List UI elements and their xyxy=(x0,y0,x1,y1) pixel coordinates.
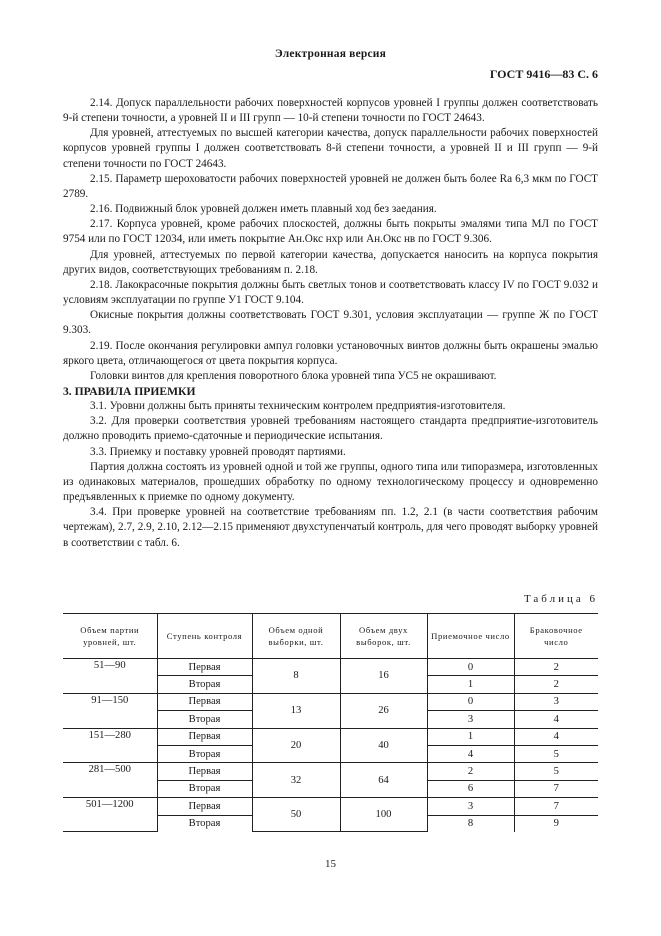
two-samples-cell: 64 xyxy=(340,763,427,798)
stage-cell: Первая xyxy=(157,659,252,676)
table-row xyxy=(63,693,598,710)
column-header: Объем двух выборок, шт. xyxy=(340,614,427,659)
two-samples-cell: 26 xyxy=(340,693,427,728)
stage-cell: Вторая xyxy=(157,745,252,762)
batch-size-cell: 51—90 xyxy=(63,659,157,694)
column-header: Объем одной выборки, шт. xyxy=(252,614,340,659)
batch-size-cell: 501—1200 xyxy=(63,798,157,832)
paragraph: Для уровней, аттестуемых по высшей категории качества, допуск параллельности рабочих поверхностей корпусов уровней группы I должен соответствовать 8-й степени точности, а уровней II и III групп — 9-й степени точности по ГОСТ 24643. xyxy=(63,127,598,170)
reject-number-cell: 3 xyxy=(514,693,598,710)
paragraph-2-18: 2.18. Лакокрасочные покрытия должны быть светлых тонов и соответствовать классу IV по ГОСТ 9.032 и условиям эксплуатации по группе У1 ГОСТ 9.104. xyxy=(63,278,598,307)
paragraph: Окисные покрытия должны соответствовать ГОСТ 9.301, условия эксплуатации — группе Ж по ГОСТ 9.303. xyxy=(63,309,598,337)
paragraph-2-16: 2.16. Подвижный блок уровней должен иметь плавный ход без заедания. xyxy=(90,203,437,216)
table-row xyxy=(63,659,598,676)
section-title: 3. ПРАВИЛА ПРИЕМКИ xyxy=(63,384,196,398)
one-sample-cell: 8 xyxy=(252,659,340,694)
accept-number-cell: 6 xyxy=(427,780,514,797)
accept-number-cell: 8 xyxy=(427,815,514,832)
paragraph: Для уровней, аттестуемых по первой категории качества, допускается наносить на корпуса покрытия других видов, соответствующих требованиям п. 2.18. xyxy=(63,248,598,276)
accept-number-cell: 3 xyxy=(427,798,514,815)
one-sample-cell: 13 xyxy=(252,693,340,728)
column-header: Браковочное число xyxy=(514,614,598,659)
paragraph-3-2: 3.2. Для проверки соответствия уровней требованиям настоящего стандарта предприятие-изготовитель должно проводить приемо-сдаточные и периодические испытания. xyxy=(63,415,598,443)
paragraph-2-15: 2.15. Параметр шероховатости рабочих поверхностей уровней не должен быть более Ra 6,3 мкм по ГОСТ 2789. xyxy=(63,172,598,200)
page-number: 15 xyxy=(325,858,336,870)
reject-number-cell: 4 xyxy=(514,728,598,745)
electronic-version-label: Электронная версия xyxy=(274,48,387,60)
document-body xyxy=(63,96,598,551)
table-row xyxy=(63,798,598,815)
table-row xyxy=(63,763,598,780)
table-row xyxy=(63,728,598,745)
paragraph-3-3: 3.3. Приемку и поставку уровней проводят партиями. xyxy=(90,445,346,458)
accept-number-cell: 0 xyxy=(427,693,514,710)
reject-number-cell: 7 xyxy=(514,780,598,797)
paragraph-2-14: 2.14. Допуск параллельности рабочих поверхностей корпусов уровней I группы должен соответствовать 9-й степени точности, а уровней II и III групп — 10-й степени точности по ГОСТ 24643. xyxy=(63,97,598,125)
stage-cell: Первая xyxy=(157,798,252,815)
paragraph: Головки винтов для крепления поворотного блока уровней типа УС5 не окрашивают. xyxy=(90,369,497,382)
accept-number-cell: 1 xyxy=(427,676,514,693)
stage-cell: Первая xyxy=(157,728,252,745)
paragraph-3-1: 3.1. Уровни должны быть приняты техническим контролем предприятия-изготовителя. xyxy=(90,400,506,413)
reject-number-cell: 5 xyxy=(514,745,598,762)
reject-number-cell: 2 xyxy=(514,676,598,693)
reject-number-cell: 9 xyxy=(514,815,598,832)
column-header: Объем партии уровней, шт. xyxy=(63,614,157,659)
paragraph-2-19: 2.19. После окончания регулировки ампул головки установочных винтов должны быть окрашены эмалью яркого цвета, отличающегося от цвета покрытия корпуса. xyxy=(63,339,598,367)
stage-cell: Вторая xyxy=(157,815,252,832)
reject-number-cell: 5 xyxy=(514,763,598,780)
column-header: Приемочное число xyxy=(427,614,514,659)
paragraph: Партия должна состоять из уровней одной и той же группы, одного типа или типоразмера, изготовленных из одинаковых материалов, прошедших обработку по одному технологическому процессу и одновременно предъявленных к приемке по одному документу. xyxy=(63,460,598,504)
one-sample-cell: 50 xyxy=(252,798,340,832)
accept-number-cell: 3 xyxy=(427,711,514,728)
batch-size-cell: 91—150 xyxy=(63,693,157,728)
reject-number-cell: 4 xyxy=(514,711,598,728)
paragraph-3-4: 3.4. При проверке уровней на соответствие требованиям пп. 1.2, 2.1 (в части соответствия рабочим чертежам), 2.7, 2.9, 2.10, 2.12—2.15 применяют двухступенчатый контроль, для чего проводят выборку уровней в соответствии с табл. 6. xyxy=(63,506,598,549)
table-header-row xyxy=(63,614,598,659)
accept-number-cell: 0 xyxy=(427,659,514,676)
two-samples-cell: 16 xyxy=(340,659,427,694)
stage-cell: Вторая xyxy=(157,676,252,693)
batch-size-cell: 151—280 xyxy=(63,728,157,763)
one-sample-cell: 32 xyxy=(252,763,340,798)
column-header: Ступень контроля xyxy=(157,614,252,659)
accept-number-cell: 4 xyxy=(427,745,514,762)
two-samples-cell: 40 xyxy=(340,728,427,763)
table-caption: Таблица 6 xyxy=(523,593,598,605)
stage-cell: Вторая xyxy=(157,780,252,797)
accept-number-cell: 2 xyxy=(427,763,514,780)
sampling-table xyxy=(63,613,598,832)
reject-number-cell: 7 xyxy=(514,798,598,815)
paragraph-2-17: 2.17. Корпуса уровней, кроме рабочих плоскостей, должны быть покрыты эмалями типа МЛ по ГОСТ 9754 или по ГОСТ 12034, или иметь покрытие Ан.Окс нхр или Ан.Окс нв по ГОСТ 9.306. xyxy=(63,218,598,246)
stage-cell: Первая xyxy=(157,693,252,710)
one-sample-cell: 20 xyxy=(252,728,340,763)
batch-size-cell: 281—500 xyxy=(63,763,157,798)
standard-page-header: ГОСТ 9416—83 С. 6 xyxy=(489,67,598,81)
two-samples-cell: 100 xyxy=(340,798,427,832)
stage-cell: Вторая xyxy=(157,711,252,728)
reject-number-cell: 2 xyxy=(514,659,598,676)
accept-number-cell: 1 xyxy=(427,728,514,745)
stage-cell: Первая xyxy=(157,763,252,780)
